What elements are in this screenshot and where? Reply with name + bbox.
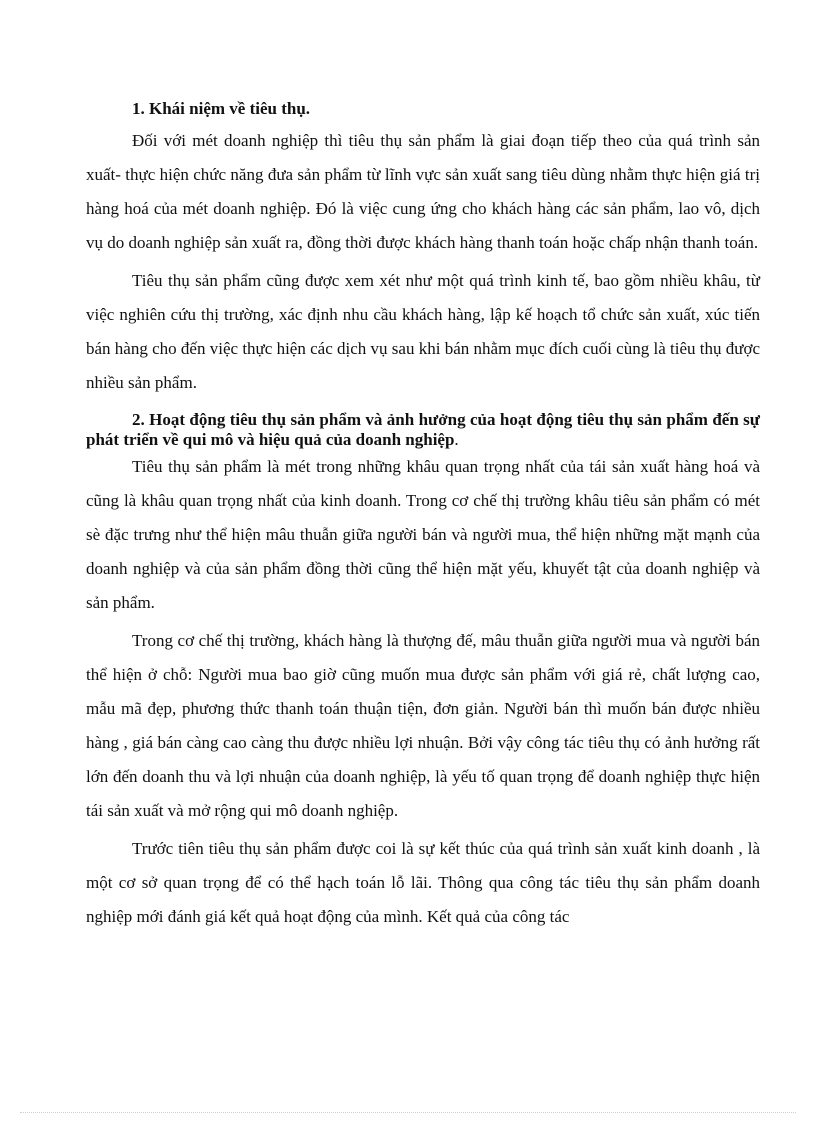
section-2-paragraph-3: Trước tiên tiêu thụ sản phẩm được coi là sự kết thúc của quá trình sản xuất kinh doanh , là một cơ sở quan trọng để có thể hạch toán lỗ lãi. Thông qua công tác tiêu thụ sản phẩm doanh nghiệp mới đánh giá kết quả hoạt động của mình. Kết quả của công tác <box>86 839 760 926</box>
document-page <box>86 94 760 934</box>
section-2-heading <box>86 410 760 450</box>
section-1-paragraph-1: Đối với mét doanh nghiệp thì tiêu thụ sản phẩm là giai đoạn tiếp theo của quá trình sản xuất- thực hiện chức năng đưa sản phẩm từ lĩnh vực sản xuất sang tiêu dùng nhằm thực hiện giá trị hàng hoá của mét doanh nghiệp. Đó là việc cung ứng cho khách hàng các sản phẩm, lao vô, dịch vụ do doanh nghiệp sản xuất ra, đồng thời được khách hàng thanh toán hoặc chấp nhận thanh toán. <box>86 131 760 252</box>
page-bottom-rule <box>20 1112 796 1113</box>
section-1-paragraph-2: Tiêu thụ sản phẩm cũng được xem xét như một quá trình kinh tế, bao gồm nhiều khâu, từ việc nghiên cứu thị trường, xác định nhu cầu khách hàng, lập kế hoạch tổ chức sản xuất, xúc tiến bán hàng cho đến việc thực hiện các dịch vụ sau khi bán nhằm mục đích cuối cùng là tiêu thụ được nhiều sản phẩm. <box>86 271 760 392</box>
section-2-heading-tail: . <box>454 430 459 449</box>
section-2-heading-text: 2. Hoạt động tiêu thụ sản phẩm và ảnh hưởng của hoạt động tiêu thụ sản phẩm đến sự phát triển về qui mô và hiệu quả của doanh nghiệp <box>86 410 760 449</box>
section-2-paragraph-1: Tiêu thụ sản phẩm là mét trong những khâu quan trọng nhất của tái sản xuất hàng hoá và cũng là khâu quan trọng nhất của kinh doanh. Trong cơ chế thị trường khâu tiêu sản phẩm có mét sè đặc trưng như thể hiện mâu thuẫn giữa người bán và người mua, thể hiện những mặt mạnh của doanh nghiệp và của sản phẩm đồng thời cũng thể hiện mặt yếu, khuyết tật của doanh nghiệp và sản phẩm. <box>86 457 760 612</box>
section-2-paragraph-2: Trong cơ chế thị trường, khách hàng là thượng đế, mâu thuẫn giữa người mua và người bán thể hiện ở chỗ: Người mua bao giờ cũng muốn mua được sản phẩm với giá rẻ, chất lượng cao, mẫu mã đẹp, phương thức thanh toán thuận tiện, đơn giản. Người bán thì muốn bán được nhiều hàng , giá bán càng cao càng thu được nhiều lợi nhuận. Bởi vậy công tác tiêu thụ có ảnh hưởng rất lớn đến doanh thu và lợi nhuận của doanh nghiệp, là yếu tố quan trọng để doanh nghiệp thực hiện tái sản xuất và mở rộng qui mô doanh nghiệp. <box>86 631 760 820</box>
section-1-heading: 1. Khái niệm về tiêu thụ. <box>132 99 311 118</box>
